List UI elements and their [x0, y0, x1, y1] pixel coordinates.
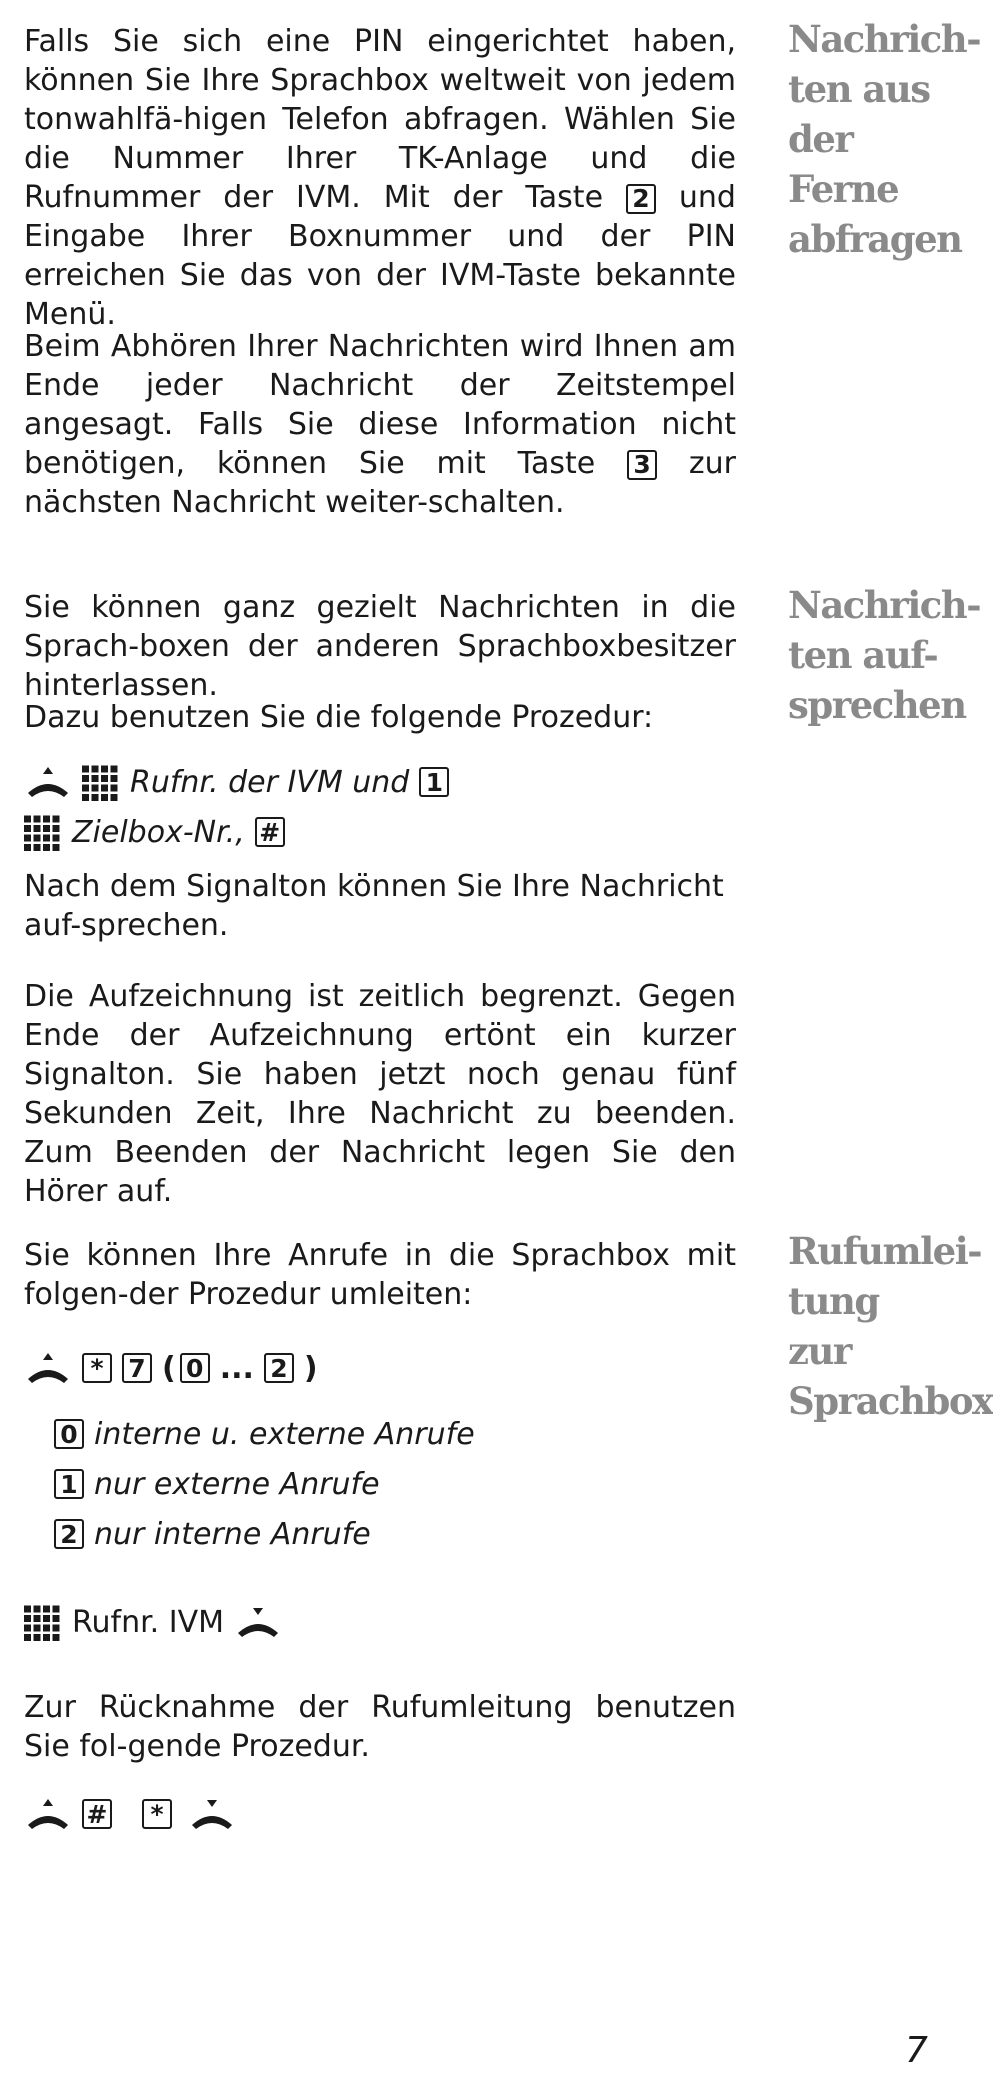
- handset-lift-icon: [24, 1351, 72, 1385]
- handset-hangup-icon: [234, 1605, 282, 1639]
- handset-lift-icon: [24, 765, 72, 799]
- paragraph-text: Beim Abhören Ihrer Nachrichten wird Ihnen am Ende jeder Nachricht der Zeitstempel angesagt. Falls Sie diese Information nicht benötigen, können Sie mit Taste: [24, 329, 736, 481]
- key-1: 1: [54, 1469, 84, 1499]
- key-3: 3: [627, 450, 657, 480]
- handset-lift-icon: [24, 1797, 72, 1831]
- key-7: 7: [122, 1353, 152, 1383]
- procedure-step-1: [24, 760, 449, 804]
- key-2: 2: [626, 184, 656, 214]
- keypad-icon: [82, 763, 120, 801]
- sidebar-heading-call-forwarding: Rufumlei- tung zur Sprachbox: [788, 1229, 993, 1423]
- key-star: *: [142, 1799, 172, 1829]
- step-text: Rufnr. IVM: [72, 1604, 224, 1640]
- key-hash: #: [255, 817, 285, 847]
- keypad-icon: [24, 813, 62, 851]
- option-row: [54, 1462, 380, 1506]
- ellipsis: ...: [219, 1350, 254, 1386]
- paragraph-remote-query: [24, 22, 736, 334]
- option-text: interne u. externe Anrufe: [94, 1416, 475, 1452]
- keypad-icon: [24, 1603, 62, 1641]
- paren-open: (: [162, 1350, 176, 1386]
- key-star: *: [82, 1353, 112, 1383]
- procedure-step-2: [24, 810, 285, 854]
- step-text: Rufnr. der IVM und: [130, 764, 410, 800]
- option-row: [54, 1412, 475, 1456]
- option-row: [54, 1512, 371, 1556]
- paragraph-cancel-forwarding: Zur Rücknahme der Rufumleitung benutzen Sie fol-gende Prozedur.: [24, 1690, 736, 1764]
- sidebar-heading-remote-query: Nachrich- ten aus der Ferne abfragen: [788, 17, 981, 261]
- key-0: 0: [180, 1353, 210, 1383]
- paragraph-after-tone: Nach dem Signalton können Sie Ihre Nachricht auf-sprechen.: [24, 869, 724, 943]
- key-hash: #: [82, 1799, 112, 1829]
- option-text: nur externe Anrufe: [94, 1466, 380, 1502]
- key-1: 1: [419, 767, 449, 797]
- key-0: 0: [54, 1419, 84, 1449]
- dial-ivm-step: [24, 1600, 282, 1644]
- step-text: Zielbox-Nr.,: [72, 814, 245, 850]
- paragraph-procedure-intro: Dazu benutzen Sie die folgende Prozedur:: [24, 700, 654, 735]
- paragraph-text: zur nächsten Nachricht weiter-schalten.: [24, 446, 736, 520]
- key-2: 2: [264, 1353, 294, 1383]
- cancel-sequence: [24, 1792, 236, 1836]
- sidebar-heading-record-message: Nachrich- ten auf- sprechen: [788, 583, 981, 727]
- paragraph-recording-limit: Die Aufzeichnung ist zeitlich begrenzt. Gegen Ende der Aufzeichnung ertönt ein kurzer Signalton. Sie haben jetzt noch genau fünf Sekunden Zeit, Ihre Nachricht zu beenden. Zum Beenden der Nachricht legen Sie den Hörer auf.: [24, 979, 736, 1209]
- paragraph-text: Falls Sie sich eine PIN eingerichtet haben, können Sie Ihre Sprachbox weltweit von jedem tonwahlfä-higen Telefon abfragen. Wählen Sie die Nummer Ihrer TK-Anlage und die Rufnummer der IVM. Mit der Taste: [24, 24, 736, 215]
- paren-close: ): [303, 1350, 318, 1386]
- paragraph-leave-messages: Sie können ganz gezielt Nachrichten in die Sprach-boxen der anderen Sprachboxbesitzer hinterlassen.: [24, 590, 736, 703]
- key-2: 2: [54, 1519, 84, 1549]
- forwarding-sequence: [24, 1346, 318, 1390]
- page-number: 7: [905, 2030, 928, 2071]
- handset-hangup-icon: [188, 1797, 236, 1831]
- option-text: nur interne Anrufe: [94, 1516, 371, 1552]
- paragraph-forwarding-intro: Sie können Ihre Anrufe in die Sprachbox mit folgen-der Prozedur umleiten:: [24, 1238, 736, 1312]
- paragraph-text: und Eingabe Ihrer Boxnummer und der PIN erreichen Sie das von der IVM-Taste bekannte Menü.: [24, 180, 736, 332]
- paragraph-timestamp: [24, 327, 736, 522]
